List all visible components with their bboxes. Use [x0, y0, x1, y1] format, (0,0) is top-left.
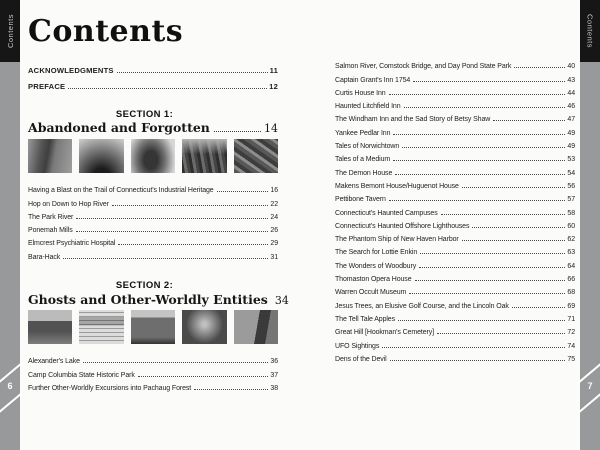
dotted-leader — [419, 267, 565, 268]
toc-entry-title: The Tell Tale Apples — [335, 315, 396, 323]
toc-entry-page-number: 40 — [567, 63, 575, 71]
section-2-page-ref: 34 — [274, 294, 289, 307]
section-2-thumbnails — [28, 310, 278, 344]
toc-entry-page-number: 37 — [270, 371, 278, 379]
toc-entry-row — [28, 221, 278, 234]
toc-entry-title: Dens of the Devil — [335, 355, 387, 363]
toc-entry-page-number: 58 — [567, 209, 575, 217]
toc-entry-page-number: 47 — [567, 116, 575, 124]
toc-entry-row — [335, 177, 575, 190]
toc-entry-row — [335, 84, 575, 97]
section-2-entry-list — [28, 352, 278, 392]
dotted-leader — [194, 389, 268, 390]
toc-entry-row — [335, 203, 575, 216]
toc-entry-row — [28, 352, 278, 365]
toc-entry-row — [335, 230, 575, 243]
toc-entry-row — [335, 163, 575, 176]
toc-entry-title: Captain Grant's Inn 1754 — [335, 76, 411, 84]
toc-entry-title: Bara-Hack — [28, 253, 61, 261]
toc-entry-row — [335, 296, 575, 309]
toc-entry-page-number: 29 — [270, 240, 278, 248]
right-page-entry-list — [335, 57, 575, 363]
toc-entry-title: Yankee Pedlar Inn — [335, 129, 391, 137]
toc-entry-title: UFO Sightings — [335, 342, 380, 350]
toc-entry-page-number: 71 — [567, 315, 575, 323]
toc-entry-row — [335, 310, 575, 323]
toc-entry-page-number: 49 — [567, 143, 575, 151]
toc-entry-title: Pettibone Tavern — [335, 196, 386, 204]
toc-entry-title: Tales of a Medium — [335, 156, 391, 164]
dotted-leader — [389, 200, 566, 201]
toc-entry-page-number: 60 — [567, 222, 575, 230]
left-contents-tab — [0, 0, 20, 62]
toc-entry-title: Warren Occult Museum — [335, 289, 407, 297]
toc-entry-title: Hop on Down to Hop River — [28, 200, 109, 208]
toc-entry-title: PREFACE — [28, 82, 66, 91]
toc-entry-title: Haunted Litchfield Inn — [335, 103, 401, 111]
thumbnail-mill-tower-photo — [28, 139, 72, 173]
left-page-edge — [0, 0, 20, 450]
toc-entry-page-number: 22 — [270, 200, 278, 208]
dotted-leader — [83, 362, 269, 363]
right-contents-tab-label: Contents — [585, 13, 595, 49]
dotted-leader — [214, 131, 261, 132]
toc-entry-title: ACKNOWLEDGMENTS — [28, 65, 114, 75]
dotted-leader — [389, 94, 566, 95]
toc-entry-page-number: 64 — [567, 262, 575, 270]
toc-entry-title: Ponemah Mills — [28, 227, 73, 235]
toc-entry-title: Camp Columbia State Historic Park — [28, 371, 135, 379]
toc-entry-row — [28, 208, 278, 221]
thumbnail-haunted-house-photo — [131, 310, 175, 344]
toc-entry-title: Great Hill [Hookman's Cemetery] — [335, 329, 434, 337]
toc-entry-title: The Search for Lottie Enkin — [335, 249, 418, 257]
dotted-leader — [138, 376, 269, 377]
dotted-leader — [393, 134, 565, 135]
toc-entry-row — [335, 190, 575, 203]
toc-entry-title: The Windham Inn and the Sad Story of Betsy Shaw — [335, 116, 491, 124]
toc-entry-title: Jesus Trees, an Elusive Golf Course, and the Lincoln Oak — [335, 302, 509, 310]
right-page — [335, 57, 575, 363]
left-page — [28, 0, 289, 450]
dotted-leader — [393, 160, 565, 161]
dotted-leader — [415, 280, 566, 281]
section-1-subtitle: Abandoned and Forgotten — [28, 120, 210, 135]
toc-entry-page-number: 46 — [567, 103, 575, 111]
thumbnail-lake-rocks-photo — [28, 310, 72, 344]
toc-entry-row — [335, 283, 575, 296]
section-2-subtitle: Ghosts and Other-Worldly Entities — [28, 292, 268, 307]
toc-entry-page-number: 54 — [567, 169, 575, 177]
toc-entry-row — [335, 110, 575, 123]
thumbnail-ruins-rubble-photo — [234, 139, 278, 173]
toc-entry-page-number: 43 — [567, 76, 575, 84]
toc-entry-page-number: 49 — [567, 129, 575, 137]
toc-entry-title: The Park River — [28, 213, 74, 221]
toc-entry-row — [28, 247, 278, 260]
toc-entry-page-number: 38 — [270, 384, 278, 392]
thumbnail-bridge-arches-photo — [79, 139, 123, 173]
right-folio-number: 7 — [587, 381, 593, 391]
toc-entry-title: Makens Bemont House/Huguenot House — [335, 182, 459, 190]
thumbnail-forest-path-photo — [182, 310, 226, 344]
dotted-leader — [68, 88, 267, 89]
toc-entry-row — [335, 217, 575, 230]
toc-entry-row — [335, 150, 575, 163]
dotted-leader — [512, 307, 566, 308]
toc-entry-row — [28, 181, 278, 194]
toc-entry-row — [335, 57, 575, 70]
toc-entry-page-number: 24 — [270, 213, 278, 221]
toc-entry-title: Alexander's Lake — [28, 358, 80, 366]
toc-entry-page-number: 31 — [270, 253, 278, 261]
dotted-leader — [395, 174, 565, 175]
dotted-leader — [398, 320, 565, 321]
section-1-subtitle-row — [28, 120, 278, 135]
toc-entry-title: Connecticut's Haunted Campuses — [335, 209, 438, 217]
dotted-leader — [472, 227, 565, 228]
toc-entry-row — [28, 194, 278, 207]
toc-entry-page-number: 44 — [567, 89, 575, 97]
dotted-leader — [441, 214, 566, 215]
section-1-page-ref: 14 — [264, 122, 278, 135]
dotted-leader — [413, 81, 565, 82]
toc-entry-title: Curtis House Inn — [335, 89, 386, 97]
toc-entry-title: Thomaston Opera House — [335, 276, 412, 284]
thumbnail-hooded-figure-photo — [234, 310, 278, 344]
toc-entry-page-number: 66 — [567, 276, 575, 284]
dotted-leader — [112, 205, 269, 206]
toc-entry-title: The Demon House — [335, 169, 393, 177]
toc-entry-title: Further Other-Worldly Excursions into Pachaug Forest — [28, 384, 192, 392]
toc-entry-row — [335, 270, 575, 283]
toc-entry-page-number: 68 — [567, 289, 575, 297]
section-2-heading: SECTION 2: — [115, 280, 174, 291]
left-folio-number: 6 — [7, 381, 13, 391]
dotted-leader — [514, 67, 565, 68]
front-matter-row — [28, 58, 278, 75]
dotted-leader — [420, 253, 565, 254]
toc-entry-page-number: 16 — [270, 187, 278, 195]
toc-entry-title: The Phantom Ship of New Haven Harbor — [335, 236, 459, 244]
dotted-leader — [493, 120, 565, 121]
toc-entry-row — [335, 137, 575, 150]
dotted-leader — [217, 191, 269, 192]
dotted-leader — [437, 333, 565, 334]
dotted-leader — [118, 244, 268, 245]
toc-entry-row — [335, 97, 575, 110]
toc-entry-row — [28, 379, 278, 392]
toc-entry-row — [335, 243, 575, 256]
toc-entry-row — [28, 234, 278, 247]
toc-entry-title: The Wonders of Woodbury — [335, 262, 417, 270]
section-1-entry-list — [28, 181, 278, 261]
toc-entry-page-number: 56 — [567, 182, 575, 190]
dotted-leader — [402, 147, 565, 148]
toc-entry-page-number: 57 — [567, 196, 575, 204]
toc-entry-row — [28, 365, 278, 378]
right-contents-tab — [580, 0, 600, 62]
toc-entry-page-number: 75 — [567, 355, 575, 363]
toc-entry-page-number: 62 — [567, 236, 575, 244]
dotted-leader — [462, 187, 566, 188]
toc-entry-row — [335, 336, 575, 349]
dotted-leader — [462, 240, 566, 241]
toc-entry-row — [335, 323, 575, 336]
dotted-leader — [117, 72, 268, 73]
thumbnail-news-clipping-photo — [79, 310, 123, 344]
right-chevron-line-bottom — [578, 393, 600, 414]
dotted-leader — [63, 258, 268, 259]
right-page-edge — [580, 0, 600, 450]
toc-entry-title: Elmcrest Psychiatric Hospital — [28, 240, 116, 248]
toc-entry-title: Having a Blast on the Trail of Connecticut's Industrial Heritage — [28, 187, 214, 195]
toc-entry-title: Connecticut's Haunted Offshore Lighthouses — [335, 222, 470, 230]
toc-entry-page-number: 11 — [269, 65, 278, 75]
dotted-leader — [76, 231, 269, 232]
toc-entry-row — [335, 123, 575, 136]
toc-entry-title: Tales of Norwichtown — [335, 143, 400, 151]
dotted-leader — [382, 347, 565, 348]
dotted-leader — [409, 293, 565, 294]
page-title: Contents — [28, 14, 184, 49]
toc-entry-page-number: 72 — [567, 329, 575, 337]
section-1-heading: SECTION 1: — [115, 109, 174, 120]
section-1-thumbnails — [28, 139, 278, 173]
toc-entry-page-number: 74 — [567, 342, 575, 350]
toc-entry-page-number: 36 — [270, 358, 278, 366]
toc-entry-page-number: 12 — [269, 82, 278, 91]
toc-entry-row — [335, 350, 575, 363]
toc-entry-row — [335, 70, 575, 83]
toc-entry-row — [335, 256, 575, 269]
section-2-subtitle-row — [28, 292, 289, 307]
toc-entry-title: Salmon River, Comstock Bridge, and Day Pond State Park — [335, 63, 512, 71]
dotted-leader — [404, 107, 566, 108]
thumbnail-stone-tower-photo — [131, 139, 175, 173]
toc-entry-page-number: 63 — [567, 249, 575, 257]
toc-entry-page-number: 53 — [567, 156, 575, 164]
dotted-leader — [390, 360, 566, 361]
front-matter-row — [28, 75, 278, 92]
toc-entry-page-number: 69 — [567, 302, 575, 310]
dotted-leader — [76, 218, 268, 219]
left-contents-tab-label: Contents — [5, 13, 15, 49]
front-matter-list — [28, 58, 278, 91]
left-chevron-line-bottom — [0, 393, 22, 414]
thumbnail-autumn-forest-photo — [182, 139, 226, 173]
toc-entry-page-number: 26 — [270, 227, 278, 235]
